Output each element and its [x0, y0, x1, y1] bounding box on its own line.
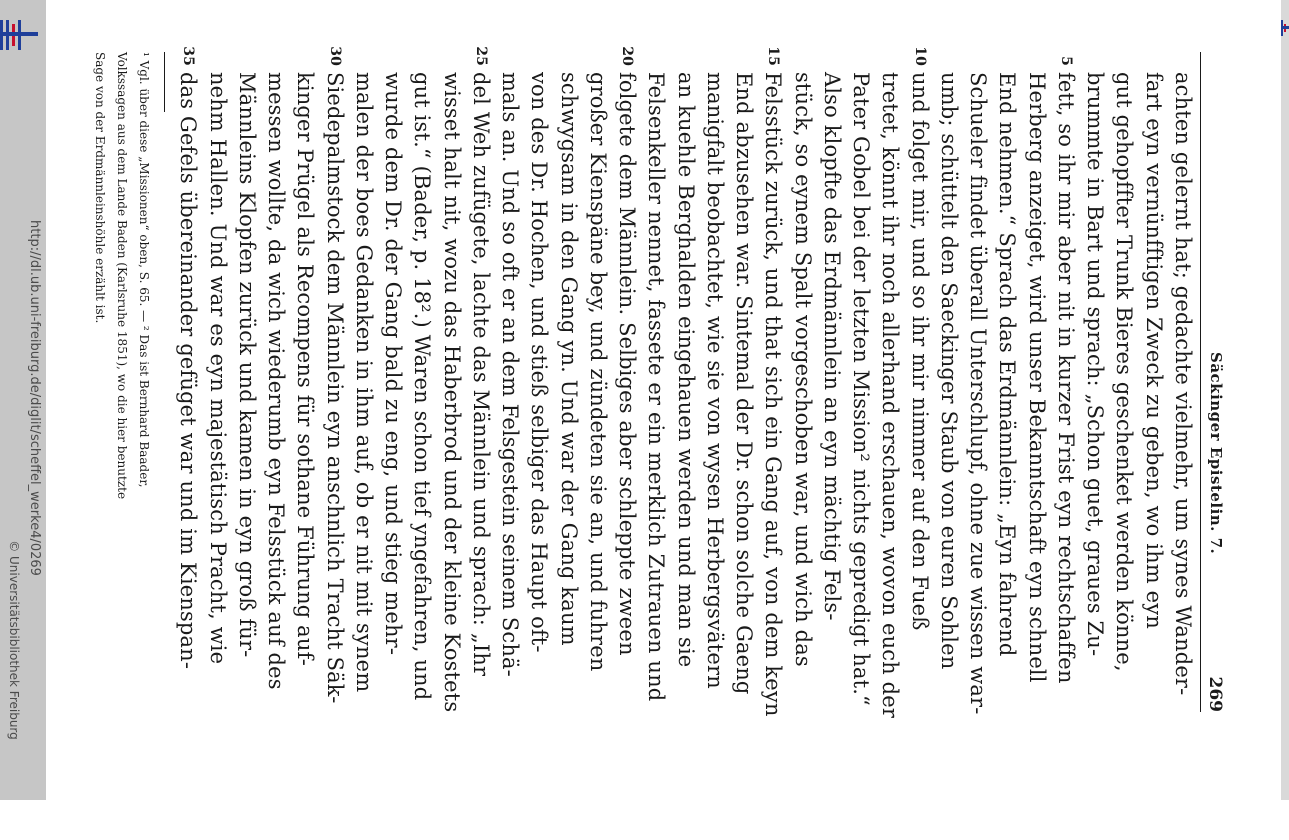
footnote-rule	[164, 52, 165, 112]
text-line	[290, 72, 319, 712]
line-number: 5	[1058, 56, 1074, 66]
footnote-line: Sage von der Erdmännleinshöhle erzählt ist.	[93, 52, 107, 324]
footnote-line: Volkssagen aus dem Lande Baden (Karlsruhe 1851), wo die hier benutzte	[115, 52, 129, 500]
text-line	[437, 72, 466, 712]
text-line	[846, 72, 875, 712]
text-line-content: wisset halt nit, wozu das Haberbrod und der kleine Kostets	[439, 72, 464, 713]
text-line-content: End nehmen.“ Sprach das Erdmännlein: „Eyn fahrend	[995, 72, 1020, 657]
running-header	[1200, 52, 1225, 712]
text-line-content: umb; schüttelt den Saeckinger Staub von euren Sohlen	[937, 72, 961, 670]
text-line	[320, 46, 349, 712]
text-line	[349, 72, 378, 712]
text-line-content: Felsstück zurück, und that sich ein Gang auf, von dem keyn	[761, 72, 786, 717]
text-line	[1051, 56, 1080, 712]
text-line	[173, 46, 202, 712]
text-line-content: Felsenkeller nennet, fassete er ein merklich Zutrauen und	[644, 72, 669, 702]
line-number: 10	[911, 46, 928, 66]
text-line	[554, 72, 583, 712]
scanned-book-page	[93, 46, 1225, 719]
text-line-content: messen wollte, da wich wiederumb eyn Felsstück auf des	[264, 72, 289, 690]
copyright-watermark: © Universitätsbibliothek Freiburg	[7, 540, 21, 740]
text-line	[963, 72, 992, 715]
text-line-content: del Weh zufügete, lachte das Männlein und sprach: „Ihr	[469, 72, 493, 677]
text-line-content: Also klopfte das Erdmännlein an eyn mächtig Fels-	[820, 72, 844, 621]
text-line	[934, 72, 963, 712]
text-line	[524, 72, 553, 712]
text-line	[992, 72, 1021, 712]
text-line	[583, 72, 612, 712]
line-number: 15	[765, 46, 782, 66]
text-line-content: folgete dem Männlein. Selbiges aber schleppte zween	[615, 72, 640, 656]
text-line	[875, 72, 904, 719]
text-line	[729, 72, 758, 712]
footnote-line: ¹ Vgl. über diese „Missionen“ oben, S. 65. — ² Das ist Bernhard Baader,	[137, 52, 151, 488]
text-line-content: mals an. Und so oft er an dem Felsgestein seinem Schä-	[498, 72, 523, 677]
text-line	[495, 72, 524, 712]
text-line-content: kinger Prügel als Recompens für sothane Führung auf-	[293, 72, 318, 666]
right-margin-strip	[1281, 0, 1289, 800]
text-line-content: End abzusehen war. Sintemal der Dr. schon solche Gaeng	[732, 72, 757, 695]
text-line-content: malen der boes Gedanken in ihm auf, ob er nit mit synem	[352, 72, 376, 693]
page-edge-logo-icon	[1281, 18, 1289, 38]
text-line-content: fart eyn vernünfftigen Zweck zu geben, wo ihm eyn	[1141, 72, 1166, 629]
text-line	[1168, 72, 1197, 712]
text-line	[378, 72, 407, 712]
text-line-content: großer Kienspäne bey, und zündeten sie an, und fuhren	[586, 72, 610, 672]
text-line-content: achten gelernt hat; gedachte vielmehr, um synes Wander-	[1171, 72, 1195, 696]
text-line	[641, 72, 670, 712]
line-number: 35	[180, 46, 197, 66]
text-line	[1080, 72, 1109, 712]
text-line-content: gut ist.“ (Bader, p. 18².) Waren schon tief yngefahren, und	[410, 72, 435, 701]
text-line-content: manigfalt beobachtet, wie sie von wysen Herbergsvätern	[703, 72, 727, 689]
text-line-content: brummte in Bart und sprach: „Schon guet, graues Zu-	[1083, 72, 1108, 657]
text-line	[788, 72, 817, 712]
text-line-content: Siedepalmstock dem Männlein eyn anschnlich Tracht Säk-	[322, 72, 347, 704]
text-line	[1109, 72, 1138, 712]
text-line	[700, 72, 729, 712]
page-body-text	[173, 46, 1197, 719]
text-line	[261, 72, 290, 712]
page-number: 269	[1205, 676, 1225, 712]
line-number: 20	[619, 46, 636, 66]
text-line-content: Pater Gobel bei der letzten Mission² nichts gepredigt hat.“	[849, 72, 874, 706]
text-line-content: und folget mir, und so ihr mir nimmer auf den Fueß	[907, 72, 932, 631]
text-line-content: gut gehopffter Trunk Bieres geschenket werden könne,	[1112, 72, 1137, 672]
text-line	[203, 72, 232, 712]
text-line	[466, 46, 495, 712]
text-line-content: tretet, könnt ihr noch allerhand erschauen, wovon euch der	[878, 72, 903, 719]
text-line-content: Herberg anzeiget, wird unser Bekanntschaft eyn schnell	[1024, 72, 1049, 683]
source-url-watermark: http://dl.ub.uni-freiburg.de/diglit/scheffel_werke4/0269	[27, 220, 42, 576]
text-line-content: von des Dr. Hochen, und stieß selbiger das Haupt oft-	[527, 72, 552, 653]
text-line-content: wurde dem Dr. der Gang bald zu eng, und stieg mehr-	[381, 72, 406, 656]
text-line-content: Schueler findet überall Unterschlupf, ohne zue wissen war-	[966, 72, 991, 715]
text-line	[758, 46, 787, 717]
text-line	[612, 46, 641, 712]
line-number: 25	[473, 46, 489, 66]
line-number: 30	[326, 46, 343, 66]
text-line-content: an kuehle Berghalden eingehauen werden und man sie	[673, 72, 698, 668]
text-line-content: nehm Hallen. Und war es eyn majestätisch Pracht, wie	[205, 72, 230, 665]
text-line-content: Männleins Klopfen zurück und kamen in eyn groß für-	[235, 72, 259, 658]
text-line	[407, 72, 436, 712]
text-line	[232, 72, 261, 712]
text-line-content: fett, so ihr mir aber nit in kurzer Frist eyn rechtschaffen	[1054, 72, 1078, 684]
text-line-content: das Gefels übereinander gefüget war und im Kienspan-	[176, 72, 201, 670]
university-library-logo-icon	[0, 18, 44, 52]
text-line	[1139, 72, 1168, 712]
text-line-content: stück, so eynem Spalt vorgeschoben war, und wich das	[790, 72, 815, 667]
running-header-title: Säckinger Epistelin. 7.	[1207, 352, 1225, 555]
text-line	[905, 46, 934, 712]
text-line	[671, 72, 700, 712]
text-line	[1022, 72, 1051, 712]
text-line	[817, 72, 846, 712]
text-line-content: schwygsam in den Gang yn. Und war der Gang kaum	[556, 72, 581, 646]
